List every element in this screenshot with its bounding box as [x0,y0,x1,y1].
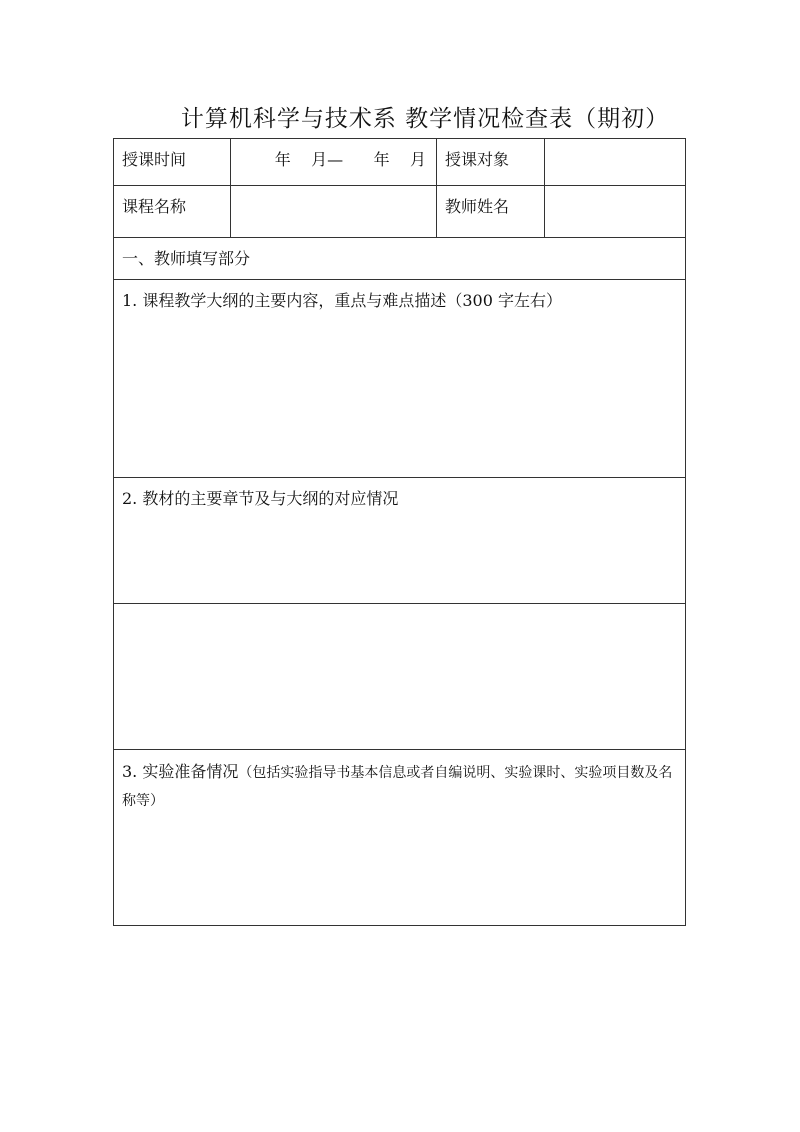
label-course-name: 课程名称 [114,186,231,237]
label-teacher-name: 教师姓名 [437,186,545,237]
question-2-row[interactable] [114,478,685,604]
question-2-answer-area[interactable] [114,604,685,750]
question-3-label [114,750,685,925]
label-teaching-time: 授课时间 [114,139,231,185]
label-teaching-target: 授课对象 [437,139,545,185]
question-1-label: 1. 课程教学大纲的主要内容，重点与难点描述（300 字左右） [122,291,562,310]
question-3-note: （包括实验指导书基本信息或者自编说明、实验课时、实验项目数及名称等） [122,765,673,809]
question-1-row[interactable] [114,280,685,478]
field-teacher-name[interactable] [545,186,685,237]
section-heading-teacher: 一、教师填写部分 [122,249,251,268]
field-teaching-target[interactable] [545,139,685,185]
question-3-row[interactable] [114,750,685,925]
page-title: 计算机科学与技术系 教学情况检查表（期初） [180,106,670,132]
inspection-form [113,138,686,926]
section-heading-row [114,238,685,280]
blank-answer-cell[interactable] [114,604,685,749]
header-row-time [114,139,685,186]
header-row-course [114,186,685,238]
question-3-title: 3. 实验准备情况 [122,762,239,781]
question-2-label: 2. 教材的主要章节及与大纲的对应情况 [122,489,399,508]
field-teaching-time[interactable]: 年 月— 年 月 [231,139,437,185]
field-course-name[interactable] [231,186,437,237]
